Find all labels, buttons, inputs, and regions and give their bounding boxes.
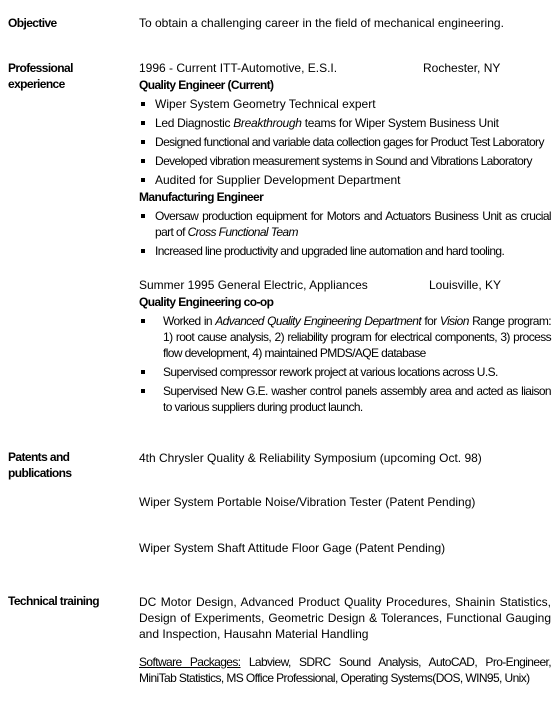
objective-text: To obtain a challenging career in the field of mechanical engineering. bbox=[139, 16, 504, 30]
list-item: Designed functional and variable data collection gages for Product Test Laboratory bbox=[139, 134, 551, 150]
list-item: Supervised New G.E. washer control panels assembly area and acted as liaison to various suppliers during product launch. bbox=[139, 383, 551, 415]
job2-header bbox=[139, 277, 551, 293]
job2-role-bullets bbox=[139, 313, 551, 415]
list-item: Audited for Supplier Development Department bbox=[139, 172, 551, 188]
emphasis-text: Cross Functional Team bbox=[187, 225, 298, 239]
job1-dates-employer: 1996 - Current ITT-Automotive, E.S.I. bbox=[139, 61, 338, 75]
emphasis-text: Breakthrough bbox=[233, 116, 302, 130]
job1-role2-bullets bbox=[139, 208, 551, 259]
patent-item-2: Wiper System Portable Noise/Vibration Tester (Patent Pending) bbox=[139, 495, 476, 509]
emphasis-text: Advanced Quality Engineering Department bbox=[215, 314, 422, 328]
patent-item-1: 4th Chrysler Quality & Reliability Symposium (upcoming Oct. 98) bbox=[139, 451, 482, 465]
software-packages-list: Labview, SDRC Sound Analysis, AutoCAD, Pro-Engineer, MiniTab Statistics, MS Office Professional, Operating Systems(DOS, WIN95, Unix) bbox=[139, 655, 551, 685]
job1-location: Rochester, NY bbox=[423, 61, 501, 75]
patents-heading: Patents and publications bbox=[8, 450, 72, 480]
experience-heading: Professional experience bbox=[8, 61, 73, 91]
list-item: Wiper System Geometry Technical expert bbox=[139, 96, 551, 112]
job1-role1-bullets bbox=[139, 96, 551, 188]
experience-section bbox=[139, 60, 551, 415]
job1-role1-title: Quality Engineer (Current) bbox=[139, 78, 274, 92]
job2-dates-employer: Summer 1995 General Electric, Appliances bbox=[139, 278, 368, 292]
list-item: Increased line productivity and upgraded line automation and hard tooling. bbox=[139, 243, 551, 259]
list-item: Developed vibration measurement systems in Sound and Vibrations Laboratory bbox=[139, 153, 551, 169]
training-courses: DC Motor Design, Advanced Product Quality Procedures, Shainin Statistics, Design of Experiments, Geometric Design & Tolerances, Functional Gauging and Inspection, Hausahn Material Handling bbox=[139, 595, 551, 641]
training-software bbox=[139, 654, 551, 686]
job1-role2-title: Manufacturing Engineer bbox=[139, 190, 264, 204]
emphasis-text: Vision bbox=[439, 314, 469, 328]
job2-role-title: Quality Engineering co-op bbox=[139, 295, 274, 309]
objective-heading: Objective bbox=[8, 16, 57, 30]
list-item: Led Diagnostic Breakthrough teams for Wiper System Business Unit bbox=[139, 115, 551, 131]
software-packages-label: Software Packages: bbox=[139, 655, 241, 669]
list-item: Oversaw production equipment for Motors and Actuators Business Unit as crucial part of Cross Functional Team bbox=[139, 208, 551, 240]
training-heading: Technical training bbox=[8, 594, 99, 608]
patent-item-3: Wiper System Shaft Attitude Floor Gage (Patent Pending) bbox=[139, 541, 446, 555]
job1-header bbox=[139, 60, 551, 76]
job2-location: Louisville, KY bbox=[429, 278, 502, 292]
list-item: Worked in Advanced Quality Engineering Department for Vision Range program: 1) root cause analysis, 2) reliability program for electrical components, 3) process flow development, 4) maintained PMDS/AQE database bbox=[139, 313, 551, 361]
list-item: Supervised compressor rework project at various locations across U.S. bbox=[139, 364, 551, 380]
